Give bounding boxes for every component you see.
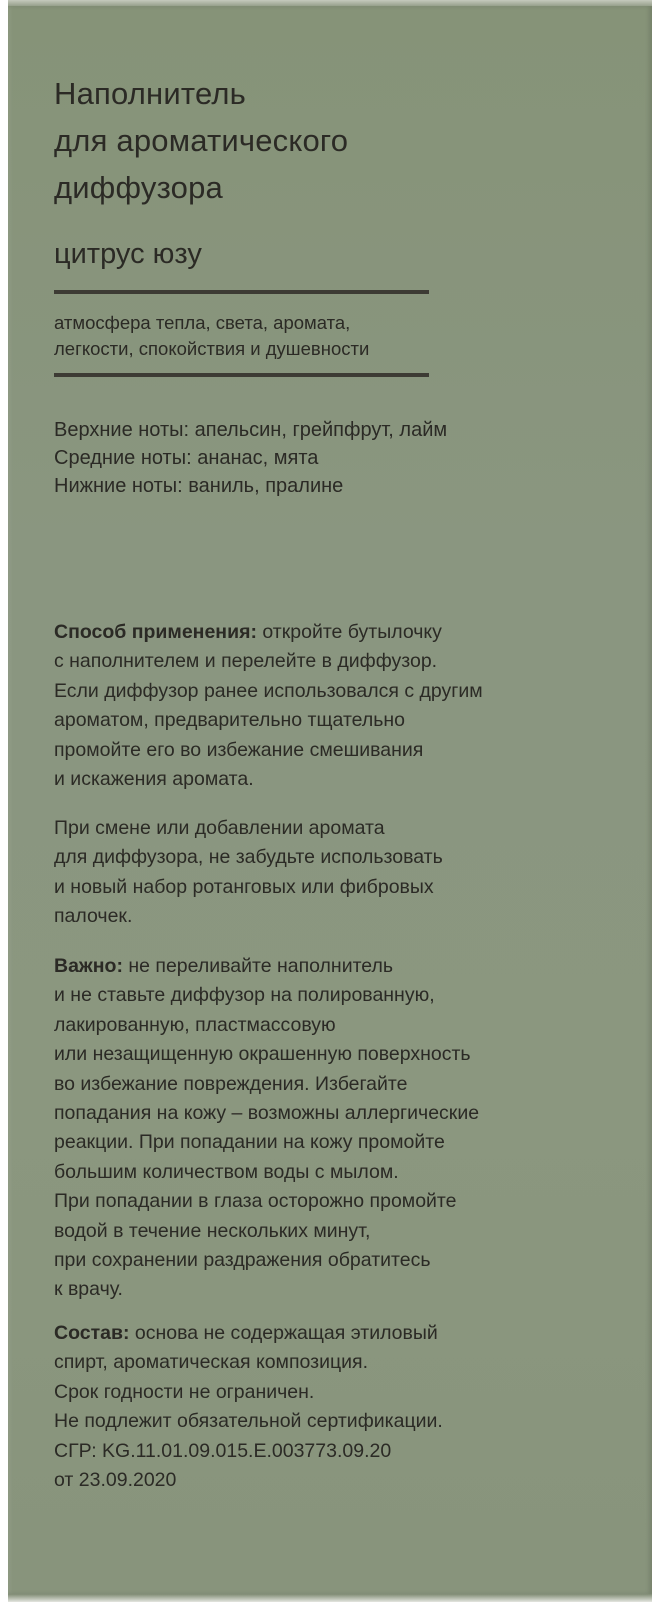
middle-notes: Средние ноты: ананас, мята <box>54 447 319 469</box>
product-title <box>54 70 614 211</box>
composition <box>54 1319 634 1495</box>
registration-number: СГР: KG.11.01.09.015.E.003773.09.20 <box>54 1439 392 1462</box>
product-box-panel <box>8 6 652 1594</box>
important-line: и не ставьте диффузор на полированную, <box>54 984 435 1007</box>
warnings <box>54 952 634 1305</box>
fragrance-notes <box>54 416 447 500</box>
usage-line: Если диффузор ранее использовался с другим <box>54 679 483 702</box>
scent-name: цитрус юзу <box>54 238 202 270</box>
mood-line: атмосфера тепла, света, аромата, <box>54 312 351 333</box>
mood-line: легкости, спокойствия и душевности <box>54 338 370 359</box>
change-line: для диффузора, не забудьте использовать <box>54 846 443 869</box>
important-first-line <box>54 952 634 981</box>
change-line: При смене или добавлении аромата <box>54 817 385 839</box>
mood-description <box>54 310 369 362</box>
usage-heading: Способ применения: <box>54 621 257 643</box>
usage-first-line <box>54 618 634 647</box>
change-line: палочек. <box>54 905 133 928</box>
important-line: При попадании в глаза осторожно промойте <box>54 1190 457 1213</box>
important-line: лакированную, пластмассовую <box>54 1013 336 1036</box>
title-line: Наполнитель <box>54 76 246 111</box>
important-first-text: не переливайте наполнитель <box>122 955 394 977</box>
title-line: для ароматического <box>54 123 349 158</box>
change-instructions <box>54 814 634 932</box>
usage-first-text: откройте бутылочку <box>256 621 442 643</box>
composition-heading: Состав: <box>54 1322 130 1344</box>
usage-instructions <box>54 618 634 794</box>
important-line: во избежание повреждения. Избегайте <box>54 1072 408 1095</box>
registration-date: от 23.09.2020 <box>54 1469 177 1492</box>
change-line: и новый набор ротанговых или фибровых <box>54 875 434 898</box>
title-line: диффузора <box>54 170 223 205</box>
top-notes: Верхние ноты: апельсин, грейпфрут, лайм <box>54 419 448 441</box>
important-line: при сохранении раздражения обратитесь <box>54 1249 431 1272</box>
box-bottom-edge <box>8 1594 652 1602</box>
important-heading: Важно: <box>54 955 123 977</box>
shelf-life: Срок годности не ограничен. <box>54 1380 315 1403</box>
important-line: реакции. При попадании на кожу промойте <box>54 1131 445 1154</box>
base-notes: Нижние ноты: ваниль, пралине <box>54 475 344 497</box>
composition-line: спирт, ароматическая композиция. <box>54 1351 368 1374</box>
divider-top <box>54 290 429 294</box>
composition-first-line <box>54 1319 634 1348</box>
divider-bottom <box>54 373 429 377</box>
usage-line: и искажения аромата. <box>54 768 254 791</box>
important-line: к врачу. <box>54 1278 123 1301</box>
important-line: или незащищенную окрашенную поверхность <box>54 1043 471 1066</box>
important-line: попадания на кожу – возможны аллергические <box>54 1102 480 1125</box>
usage-line: с наполнителем и перелейте в диффузор. <box>54 650 438 673</box>
important-line: водой в течение нескольких минут, <box>54 1219 371 1242</box>
certification-note: Не подлежит обязательной сертификации. <box>54 1410 443 1433</box>
usage-line: промойте его во избежание смешивания <box>54 738 424 761</box>
composition-first-text: основа не содержащая этиловый <box>129 1322 438 1344</box>
important-line: большим количеством воды с мылом. <box>54 1160 399 1183</box>
usage-line: ароматом, предварительно тщательно <box>54 709 406 732</box>
